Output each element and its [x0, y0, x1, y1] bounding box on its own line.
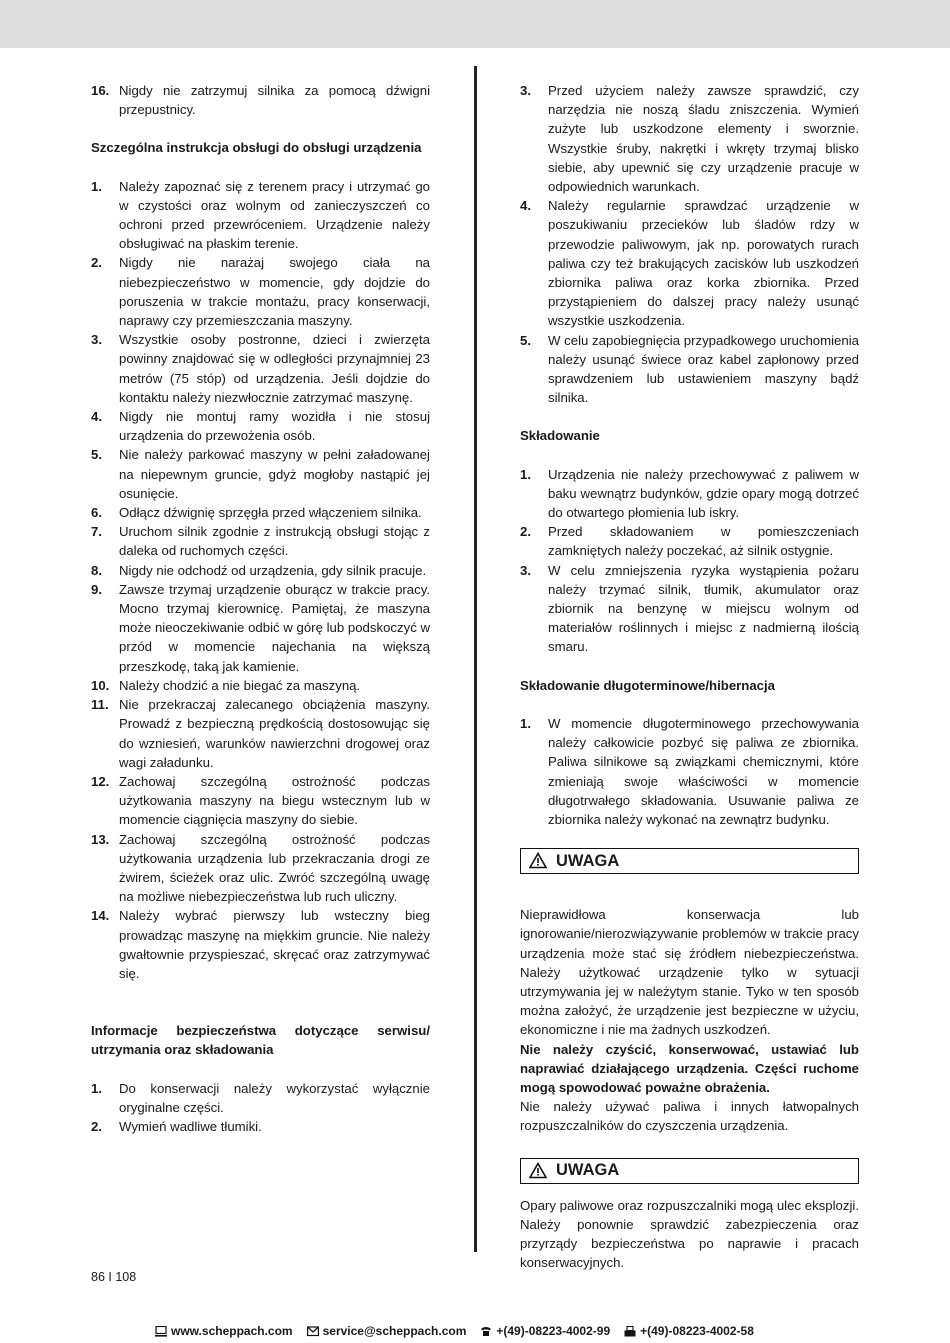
footer-phone-text: +(49)-08223-4002-99: [496, 1324, 611, 1338]
footer-fax[interactable]: [624, 1324, 754, 1338]
warning-label: UWAGA: [556, 1160, 620, 1179]
item-text: W celu zapobiegnięcia przypadkowego uruchomienia należy usunąć świece oraz kabel zapłonowy przed sprawdzeniem lub ustawieniem maszyny bądź silnika.: [548, 332, 859, 406]
warning-1-bold-text: Nie należy czyścić, konserwować, ustawiać lub naprawiać działającego urządzenia. Części ruchome mogą spowodować poważne obrażenia.: [520, 1041, 859, 1095]
list-item: [91, 906, 430, 983]
column-divider: [474, 66, 477, 1252]
warning-1-text: Nieprawidłowa konserwacja lub ignorowanie/nierozwiązywanie problemów w trakcie pracy urządzenia może stać się źródłem niebezpieczeństwa. Należy użytkować urządzenie tylko w sytuacji utrzymywania jej w należytym stanie. Tyko w ten sposób można założyć, że urządzenie jest bezpieczne w użyciu, ekonomiczne i nie ma żadnych uszkodzeń.: [520, 907, 859, 1038]
list-item: [91, 676, 430, 695]
item-text: Nigdy nie zatrzymuj silnika za pomocą dźwigni przepustnicy.: [119, 83, 430, 118]
warning-triangle-icon: [529, 1162, 547, 1180]
footer-phone[interactable]: [480, 1324, 610, 1338]
item-text: Wszystkie osoby postronne, dzieci i zwierzęta powinny znajdować się w odległości przynajmniej 23 metrów (75 stóp) od urządzenia. Jeśli dojdzie do kontaktu należy niezwłocznie zatrzymać maszynę.: [119, 332, 430, 405]
warning-triangle-icon: [529, 852, 547, 870]
operation-instructions-list: [91, 177, 430, 984]
item-number: 11.: [91, 697, 109, 713]
item-text: Urządzenia nie należy przechowywać z paliwem w baku wewnątrz budynków, gdzie opary mogą dotrzeć do otwartego płomienia lub iskry.: [548, 466, 859, 521]
item-number: 5.: [520, 332, 531, 348]
footer-email-text: service@scheppach.com: [322, 1324, 467, 1338]
item-text: Uruchom silnik zgodnie z instrukcją obsługi stojąc z daleka od ruchomych części.: [119, 524, 430, 559]
storage-list: [520, 465, 859, 657]
item-text: Wymień wadliwe tłumiki.: [119, 1118, 262, 1134]
list-item: [91, 330, 430, 407]
item-text: W celu zmniejszenia ryzyka wystąpienia pożaru należy trzymać silnik, tłumik, akumulator oraz zbiornik na benzynę w miejscu wolnym od materiałów roślinnych i miejsc z nadmierną ilością smaru.: [548, 562, 859, 655]
warning-2-text: Opary paliwowe oraz rozpuszczalniki mogą ulec eksplozji. Należy ponownie sprawdzić zabezpieczenia oraz przyrządy bezpieczeństwa po naprawie i pracach konserwacyjnych.: [520, 1197, 859, 1271]
warning-box-1: [520, 848, 859, 874]
list-item: [91, 830, 430, 907]
footer-web-text: www.scheppach.com: [171, 1324, 293, 1338]
list-item: [91, 503, 430, 522]
item-number: 7.: [91, 524, 102, 540]
list-item: [520, 331, 859, 408]
item-text: Nie przekraczaj zalecanego obciążenia maszyny. Prowadź z bezpieczną prędkością dostosowując się do wzniesień, warunków nawierzchni drogowej oraz wagi załadunku.: [119, 697, 430, 770]
item-number: 3.: [520, 83, 531, 98]
fax-icon: [624, 1326, 636, 1337]
list-item: [520, 714, 859, 829]
item-number: 2.: [91, 255, 102, 271]
list-item: [91, 253, 430, 330]
item-number: 1.: [520, 715, 531, 731]
list-item: [520, 196, 859, 330]
list-item: [91, 1117, 430, 1136]
item-text: Nigdy nie odchodź od urządzenia, gdy silnik pracuje.: [119, 562, 427, 578]
item-text: Zachowaj szczególną ostrożność podczas użytkowania maszyny na biegu wstecznym lub w momencie ciągnięcia maszyny do siebie.: [119, 773, 430, 828]
list-item: [91, 1079, 430, 1117]
long-storage-list: [520, 714, 859, 829]
section-heading-storage: Składowanie: [520, 428, 600, 444]
item-number: 4.: [520, 198, 531, 214]
item-number: 10.: [91, 677, 110, 693]
section-heading-operation: Szczególna instrukcja obsługi do obsługi urządzenia: [91, 140, 422, 156]
item-number: 16.: [91, 83, 110, 98]
item-number: 2.: [520, 524, 531, 540]
right-column: [520, 81, 859, 1272]
section-heading-long-storage: Składowanie długoterminowe/hibernacja: [520, 677, 776, 693]
item-number: 3.: [520, 562, 531, 578]
item-text: Odłącz dźwignię sprzęgła przed włączeniem silnika.: [119, 505, 422, 521]
list-item: [520, 561, 859, 657]
list-item: [520, 81, 859, 196]
item-number: 5.: [91, 447, 102, 463]
service-instructions-list: [91, 1079, 430, 1137]
list-item: [91, 522, 430, 560]
phone-icon: [480, 1326, 492, 1337]
warning-1-text-2: Nie należy używać paliwa i innych łatwopalnych rozpuszczalników do czyszczenia urządzenia.: [520, 1099, 859, 1134]
footer-email[interactable]: [307, 1324, 467, 1338]
item-number: 1.: [91, 178, 102, 194]
item-text: Należy zapoznać się z terenem pracy i utrzymać go w czystości oraz wolnym od zanieczyszczeń co ochroni przed przewróceniem. Urządzenie należy obsługiwać na płaskim terenie.: [119, 178, 430, 252]
service-continued-list: [520, 81, 859, 407]
footer-fax-text: +(49)-08223-4002-58: [640, 1324, 754, 1338]
footer-contacts: [155, 1324, 754, 1338]
item-number: 1.: [91, 1080, 102, 1096]
list-item: [91, 561, 430, 580]
item-number: 9.: [91, 581, 102, 597]
item-number: 3.: [91, 332, 102, 348]
item-number: 8.: [91, 562, 102, 578]
item-text: Nie należy parkować maszyny w pełni załadowanej na niepewnym gruncie, gdyż mogłoby nastąpić jej osunięcie.: [119, 447, 430, 501]
item-text: Zachowaj szczególną ostrożność podczas użytkowania urządzenia lub przekraczania drogi ze żwirem, ścieżek oraz ulic. Zwróć szczególną uwagę na możliwe niebezpieczeństwa lub ruch uliczny.: [119, 831, 430, 905]
list-item: [91, 81, 430, 119]
computer-icon: [155, 1326, 167, 1337]
item-text: Przed składowaniem w pomieszczeniach zamkniętych należy poczekać, aż silnik ostygnie.: [548, 524, 859, 559]
list-item: [91, 695, 430, 772]
list-item: [91, 580, 430, 676]
item-number: 1.: [520, 466, 531, 482]
list-item: [520, 465, 859, 523]
left-column: [91, 81, 430, 1136]
item-text: Nigdy nie montuj ramy wozidła i nie stosuj urządzenia do przewożenia osób.: [119, 409, 430, 444]
item-number: 12.: [91, 773, 110, 789]
item-number: 6.: [91, 505, 102, 521]
item-text: Należy regularnie sprawdzać urządzenie w poszukiwaniu przecieków lub śladów rdzy w przewodzie paliwowym, jak np. porowatych rurach paliwa czy też brakujących zacisków lub uszkodzeń zbiornika paliwa oraz korka zbiornika. Przed przystąpieniem do dalszej pracy należy usunąć wszystkie uszkodzenia.: [548, 198, 859, 329]
item-16-list: [91, 81, 430, 119]
item-text: Należy wybrać pierwszy lub wsteczny bieg prowadząc maszynę na miękkim gruncie. Nie należy gwałtownie przyspieszać, skręcać oraz zatrzymywać się.: [119, 908, 430, 981]
item-text: Nigdy nie narażaj swojego ciała na niebezpieczeństwo w momencie, gdy dojdzie do poruszenia w trakcie montażu, pracy konserwacji, naprawy czy przemieszczania maszyny.: [119, 255, 430, 329]
list-item: [91, 445, 430, 503]
section-heading-service: Informacje bezpieczeństwa dotyczące serwisu/ utrzymania oraz składowania: [91, 1023, 430, 1058]
warning-box-2: [520, 1158, 859, 1184]
item-text: Zawsze trzymaj urządzenie oburącz w trakcie pracy. Mocno trzymaj kierownicę. Pamiętaj, że maszyna może nieoczekiwanie odbić w górę lub podskoczyć w przód w momencie najechania na większą przeszkodę, taką jak kamienie.: [119, 581, 430, 674]
list-item: [520, 522, 859, 560]
item-text: W momencie długoterminowego przechowywania należy całkowicie pozbyć się paliwa ze zbiornika. Paliwa silnikowe są związkami chemicznymi, które zmieniają swoje właściwości w momencie długotrwałego składowania. Usuwanie paliwa ze zbiornika należy wykonać na zewnątrz budynku.: [548, 715, 859, 827]
page-number: 86 I 108: [91, 1270, 137, 1284]
mail-icon: [307, 1326, 319, 1337]
list-item: [91, 177, 430, 254]
list-item: [91, 772, 430, 830]
item-number: 14.: [91, 908, 110, 924]
footer-web[interactable]: [155, 1324, 293, 1338]
item-text: Należy chodzić a nie biegać za maszyną.: [119, 677, 361, 693]
warning-label: UWAGA: [556, 851, 620, 870]
list-item: [91, 407, 430, 445]
item-text: Przed użyciem należy zawsze sprawdzić, czy narzędzia nie noszą śladu zniszczenia. Wymień zużyte lub uszkodzone elementy i sworznie. Wszystkie śruby, nakrętki i wkręty trzymaj blisko siebie, aby upewnić się czy urządzenie pracuje w odpowiednich warunkach.: [548, 83, 859, 195]
item-number: 4.: [91, 409, 102, 425]
item-number: 13.: [91, 831, 110, 847]
item-text: Do konserwacji należy wykorzystać wyłącznie oryginalne części.: [119, 1080, 430, 1115]
item-number: 2.: [91, 1118, 102, 1134]
top-header-bar: [0, 0, 950, 48]
